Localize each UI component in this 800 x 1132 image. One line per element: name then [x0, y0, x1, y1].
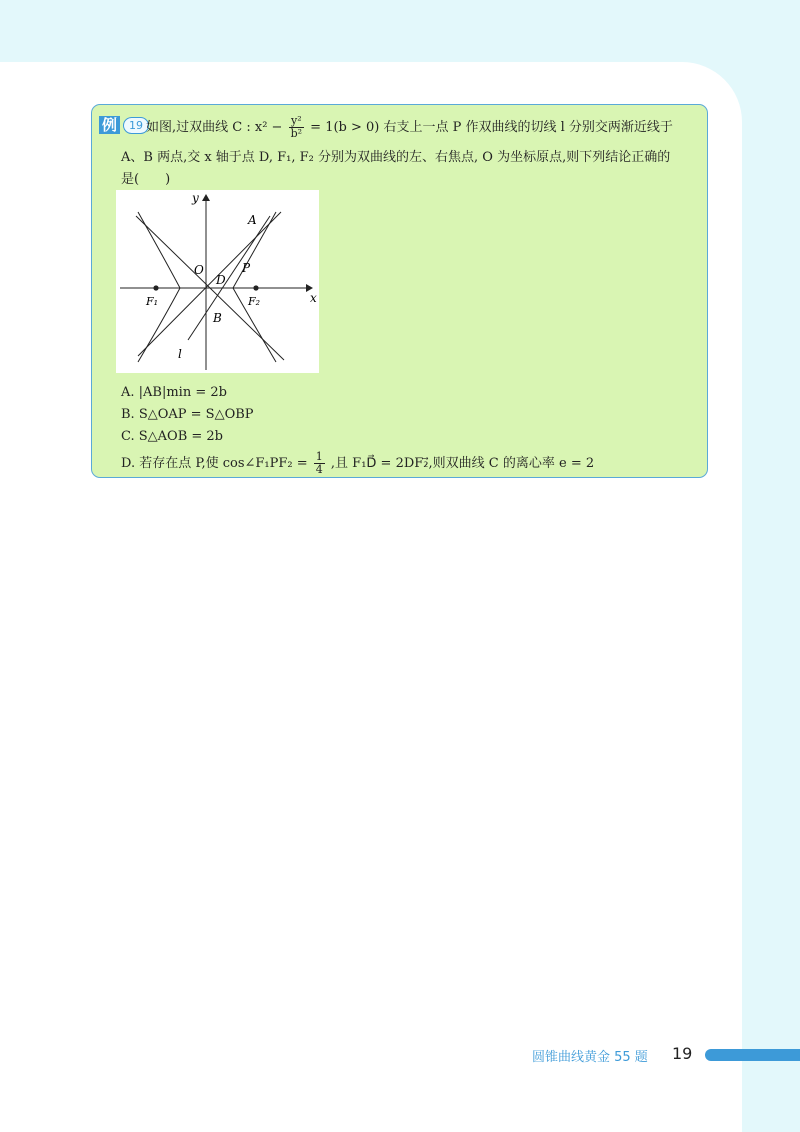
label-l: l — [178, 347, 182, 361]
option-d-pre: D. 若存在点 P,使 cos∠F₁PF₂ = — [121, 456, 308, 471]
focus-f2 — [253, 285, 258, 290]
fraction-denominator: b² — [290, 127, 303, 140]
label-f1: F₁ — [146, 295, 159, 308]
label-o: O — [194, 263, 204, 277]
question-line-2: A、B 两点,交 x 轴于点 D, F₁, F₂ 分别为双曲线的左、右焦点, O 为坐标原点,则下列结论正确的 — [121, 150, 671, 165]
option-b: B. S△OAP = S△OBP — [121, 407, 254, 422]
footer-accent-bar — [705, 1049, 800, 1061]
option-c: C. S△AOB = 2b — [121, 429, 224, 444]
example-number: 19 — [123, 117, 149, 134]
option-d — [121, 451, 594, 476]
example-box — [91, 104, 708, 478]
option-a: A. |AB|min = 2b — [121, 385, 227, 400]
example-tag — [99, 116, 149, 134]
label-d: D — [216, 273, 226, 287]
hyperbola-diagram — [116, 190, 319, 373]
label-b: B — [213, 311, 222, 325]
question-text-pre: 如图,过双曲线 C : x² − — [146, 120, 283, 135]
label-p: P — [242, 261, 251, 275]
fraction-numerator: y² — [289, 115, 304, 128]
question-line-3: 是( ) — [121, 172, 171, 187]
label-f2: F₂ — [248, 295, 261, 308]
footer-book-title: 圆锥曲线黄金 55 题 — [532, 1050, 648, 1065]
option-d-fraction — [314, 451, 325, 476]
option-d-post: ,且 F₁D⃗ = 2DF₂⃗,则双曲线 C 的离心率 e = 2 — [330, 456, 595, 471]
fraction — [289, 115, 304, 140]
option-d-numerator: 1 — [315, 450, 323, 463]
page-number: 19 — [672, 1044, 693, 1063]
option-d-denominator: 4 — [315, 463, 323, 476]
question-text-post: = 1(b > 0) 右支上一点 P 作双曲线的切线 l 分别交两渐近线于 — [310, 120, 673, 135]
focus-f1 — [153, 285, 158, 290]
hyperbola-figure — [116, 190, 319, 373]
question-line-1 — [146, 115, 673, 140]
example-label: 例 — [99, 116, 120, 134]
hyperbola-left-branch — [138, 212, 180, 362]
label-a: A — [248, 213, 257, 227]
label-y: y — [192, 191, 199, 205]
label-x: x — [310, 291, 317, 305]
